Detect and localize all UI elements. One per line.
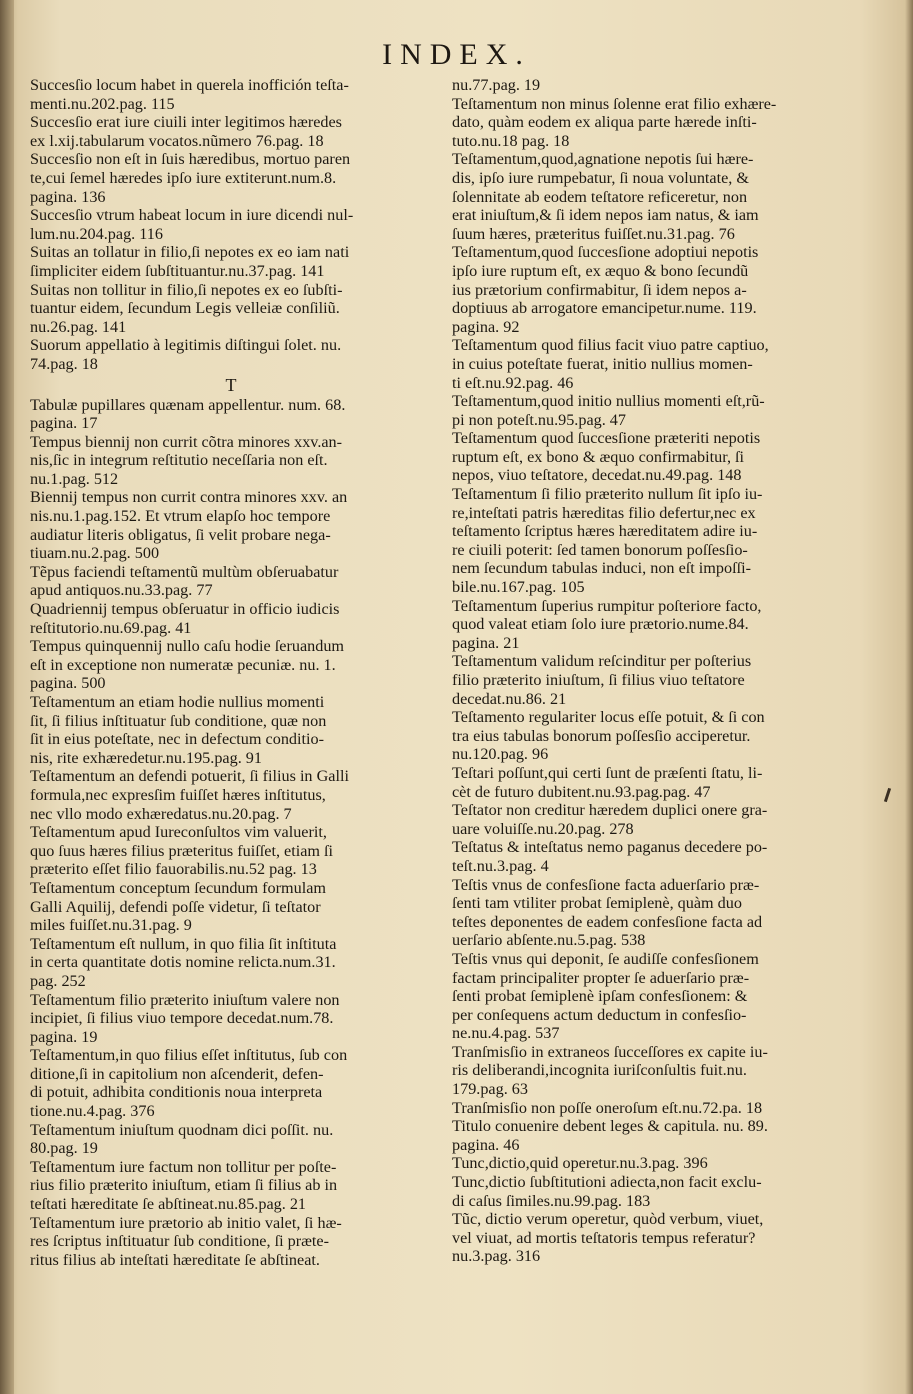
index-entry bbox=[30, 563, 432, 600]
index-entry-line: 74.pag. 18 bbox=[30, 354, 98, 373]
index-entry-line: ius prætorium confirmabitur, ſi idem nepos a- bbox=[452, 280, 747, 299]
index-entry-line: filio præterito iniuſtum, ſi filius viuo teſtatore bbox=[452, 671, 745, 689]
index-entry bbox=[30, 150, 432, 206]
index-entry-line: Suorum appellatio à legitimis diſtingui ſolet. nu. bbox=[30, 336, 342, 355]
index-entry bbox=[452, 150, 872, 243]
index-entry bbox=[30, 243, 432, 280]
index-entry-line: Teſtamentum apud Iureconſultos vim valuerit, bbox=[30, 823, 327, 842]
index-entry bbox=[30, 823, 432, 879]
index-entry-line: Teſtamentum conceptum ſecundum formulam bbox=[30, 878, 326, 897]
index-entry-line: Teſtamentum ſuperius rumpitur poſteriore facto, bbox=[452, 596, 762, 615]
index-entry-line: Tẽpus faciendi teſtamentũ multùm obſeruabatur bbox=[30, 562, 339, 581]
index-entry-line: te,cui ſemel hæredes ipſo iure extiterunt.num.8. bbox=[30, 168, 337, 187]
index-entry bbox=[30, 113, 432, 150]
index-entry bbox=[452, 485, 872, 597]
index-entry bbox=[452, 392, 872, 429]
index-entry-line: ti eſt.nu.92.pag. 46 bbox=[452, 373, 574, 392]
index-entry bbox=[30, 991, 432, 1047]
section-letter: T bbox=[225, 374, 237, 395]
index-entry bbox=[452, 95, 872, 151]
index-entry-line: Tunc,dictio,quid operetur.nu.3.pag. 396 bbox=[452, 1154, 708, 1173]
index-entry-line: in certa quantitate dotis nomine relicta.num.31. bbox=[30, 953, 336, 972]
index-entry-line: Tempus quinquennij nullo caſu hodie ſeruandum bbox=[30, 637, 345, 656]
index-entry-line: ſit, ſi filius inſtituatur ſub conditione, quæ non bbox=[30, 711, 327, 730]
index-entry-line: pagina. 17 bbox=[30, 414, 98, 433]
index-entry bbox=[452, 764, 872, 801]
index-entry bbox=[30, 336, 432, 373]
index-entry bbox=[30, 1214, 432, 1270]
index-entry bbox=[452, 1173, 872, 1210]
index-entry-line: ritus filius ab inteſtati hæreditate ſe abſtineat. bbox=[30, 1250, 320, 1269]
index-entry-line: nu.26.pag. 141 bbox=[30, 317, 127, 336]
index-entry bbox=[452, 950, 872, 1043]
index-entry bbox=[30, 1046, 432, 1120]
index-entry bbox=[452, 708, 872, 764]
index-entry-line: Teſtamentum ſi filio præterito nullum ſit ipſo iu- bbox=[452, 485, 763, 504]
index-entry-line: per conſequens actum deductum in confesſio- bbox=[452, 1005, 747, 1024]
index-entry-line: ſit in eius poteſtate, nec in defectum conditio- bbox=[30, 730, 324, 749]
index-entry-line: nec vllo modo exhæredatus.nu.20.pag. 7 bbox=[30, 804, 292, 823]
index-entry-line: uerſario abſente.nu.5.pag. 538 bbox=[452, 931, 646, 950]
index-entry-line: 179.pag. 63 bbox=[452, 1080, 528, 1099]
index-entry-line: Teſtamentum,quod initio nullius momenti eſt,rũ- bbox=[452, 392, 765, 411]
index-entry-line: Teſtamentum non minus ſolenne erat filio exhære- bbox=[452, 94, 777, 113]
index-entry-line: nis,ſic in integrum reſtitutio neceſſaria non eſt. bbox=[30, 451, 328, 470]
index-entry bbox=[452, 597, 872, 653]
index-entry-line: rius filio præterito iniuſtum, etiam ſi filius ab in bbox=[30, 1176, 338, 1195]
index-entry-line: ſimpliciter eidem ſubſtituantur.nu.37.pag. 141 bbox=[30, 261, 325, 280]
index-entry-line: Suitas an tollatur in filio,ſi nepotes ex eo iam nati bbox=[30, 243, 350, 262]
index-entry-line: Teſtis vnus qui deponit, ſe audiſſe confesſionem bbox=[452, 949, 759, 968]
index-entry-line: ſenti tam vtiliter probat ſemiplenè, quàm duo bbox=[452, 894, 742, 913]
index-entry bbox=[30, 76, 432, 113]
index-entry-line: ditione,ſi in capitolium non aſcenderit, defen- bbox=[30, 1064, 324, 1083]
index-entry-line: Teſtamentum an etiam hodie nullius momenti bbox=[30, 693, 325, 711]
index-entry-line: ruptum eſt, ex bono & æquo confirmabitur, ſi bbox=[452, 447, 745, 466]
index-entry bbox=[452, 1210, 872, 1266]
index-entry bbox=[30, 935, 432, 991]
index-entry bbox=[452, 76, 872, 95]
index-entry-line: Teſtamentum eſt nullum, in quo filia ſit inſtituta bbox=[30, 934, 337, 953]
index-entry-line: Tranſmisſio non poſſe oneroſum eſt.nu.72.pa. 18 bbox=[452, 1098, 763, 1117]
index-entry bbox=[452, 336, 872, 392]
index-entry-line: teſtes deponentes de eadem confesſione facta ad bbox=[452, 912, 763, 931]
index-entry-line: formula,nec expresſim fuiſſet hæres inſtitutus, bbox=[30, 785, 326, 804]
index-entry-line: pagina. 21 bbox=[452, 633, 520, 652]
index-entry-line: Succesſio non eſt in ſuis hæredibus, mortuo paren bbox=[30, 150, 351, 169]
index-entry-line: Teſtamento regulariter locus eſſe potuit, & ſi con bbox=[452, 708, 765, 727]
index-entry-line: lum.nu.204.pag. 116 bbox=[30, 224, 163, 243]
index-entry-line: tione.nu.4.pag. 376 bbox=[30, 1102, 155, 1121]
index-entry-line: nis, rite exhæredetur.nu.195.pag. 91 bbox=[30, 748, 262, 767]
index-entry-line: di caſus ſimiles.nu.99.pag. 183 bbox=[452, 1191, 651, 1210]
index-entry-line: Tunc,dictio ſubſtitutioni adiecta,non facit exclu- bbox=[452, 1173, 762, 1192]
index-entry-line: Suitas non tollitur in filio,ſi nepotes ex eo ſubſti- bbox=[30, 280, 343, 299]
index-entry-line: dato, quàm eodem ex aliqua parte hærede inſti- bbox=[452, 113, 757, 132]
index-entry bbox=[30, 396, 432, 433]
index-entry-line: 80.pag. 19 bbox=[30, 1139, 98, 1158]
index-entry bbox=[30, 637, 432, 693]
index-entry-line: ſolennitate ab eodem teſtatore reficeretur, non bbox=[452, 187, 748, 206]
index-entry-line: ne.nu.4.pag. 537 bbox=[452, 1024, 560, 1043]
index-entry-line: eſt in exceptione non numeratæ pecuniæ. nu. 1. bbox=[30, 655, 336, 674]
index-entry bbox=[452, 429, 872, 485]
index-entry bbox=[452, 1154, 872, 1173]
index-entry-line: uare voluiſſe.nu.20.pag. 278 bbox=[452, 819, 634, 838]
index-entry bbox=[452, 1043, 872, 1099]
index-entry-line: Teſtamentum an defendi potuerit, ſi filius in Galli bbox=[30, 767, 349, 786]
index-entry-line: Tabulæ pupillares quænam appellentur. num. 68. bbox=[30, 395, 346, 414]
ink-mark bbox=[884, 788, 891, 802]
index-entry-line: erat iniuſtum,& ſi idem nepos iam natus, & iam bbox=[452, 206, 759, 225]
index-entry-line: teſtamento ſcriptus hæres hæreditatem adire iu- bbox=[452, 522, 758, 541]
index-entry-line: nu.77.pag. 19 bbox=[452, 76, 541, 94]
index-entry-line: Succesſio erat iure ciuili inter legitimos hæredes bbox=[30, 113, 342, 132]
index-entry-line: re,inteſtati patris hæreditas filio defertur,nec ex bbox=[452, 503, 756, 522]
page-gutter bbox=[0, 0, 14, 1394]
index-entry-line: tiuam.nu.2.pag. 500 bbox=[30, 544, 160, 563]
index-entry-line: nu.120.pag. 96 bbox=[452, 745, 549, 764]
index-entry-line: Tũc, dictio verum operetur, quòd verbum, viuet, bbox=[452, 1210, 764, 1229]
index-column-right bbox=[452, 76, 872, 1266]
index-entry-line: Succesſio vtrum habeat locum in iure dicendi nul- bbox=[30, 206, 354, 225]
index-entry-line: pagina. 136 bbox=[30, 187, 106, 206]
index-entry-line: præterito eſſet filio fauorabilis.nu.52 pag. 13 bbox=[30, 860, 317, 879]
index-entry-line: tuantur eidem, ſecundum Legis velleiæ conſiliũ. bbox=[30, 299, 340, 318]
index-entry bbox=[452, 1117, 872, 1154]
index-entry bbox=[30, 488, 432, 562]
index-entry-line: menti.nu.202.pag. 115 bbox=[30, 94, 175, 113]
page-title: INDEX. bbox=[382, 38, 531, 71]
index-entry-line: tuto.nu.18 pag. 18 bbox=[452, 131, 570, 150]
index-entry bbox=[452, 838, 872, 875]
index-entry-line: Succesſio locum habet in querela inoffición teſta- bbox=[30, 76, 349, 94]
index-entry-line: Quadriennij tempus obſeruatur in officio iudicis bbox=[30, 600, 340, 619]
index-entry-line: Tempus biennij non currit cõtra minores xxv.an- bbox=[30, 432, 343, 451]
index-entry-line: ſenti probat ſemiplenè ipſam confesſionem: & bbox=[452, 987, 748, 1006]
index-entry-line: nu.1.pag. 512 bbox=[30, 469, 119, 488]
index-entry-line: reſtitutorio.nu.69.pag. 41 bbox=[30, 618, 192, 637]
index-entry-line: Teſtamentum quod filius facit viuo patre captiuo, bbox=[452, 336, 769, 355]
index-entry-line: pagina. 92 bbox=[452, 317, 520, 336]
index-entry-line: res ſcriptus inſtituatur ſub conditione, ſi præte- bbox=[30, 1232, 329, 1251]
index-entry-line: factam principaliter propter ſe aduerſario præ- bbox=[452, 968, 750, 987]
index-entry-line: Teſtamentum quod ſuccesſione præteriti nepotis bbox=[452, 429, 761, 448]
index-entry bbox=[30, 433, 432, 489]
index-entry-line: ex l.xij.tabularum vocatos.nũmero 76.pag. 18 bbox=[30, 131, 324, 150]
index-entry bbox=[30, 206, 432, 243]
index-column-left bbox=[30, 76, 432, 1269]
index-entry bbox=[452, 801, 872, 838]
index-entry-line: Teſtamentum filio præterito iniuſtum valere non bbox=[30, 990, 340, 1009]
index-entry-line: tra eius tabulas bonorum poſſesſio acciperetur. bbox=[452, 726, 751, 745]
index-entry-line: Teſtamentum,quod ſuccesſione adoptiui nepotis bbox=[452, 243, 759, 262]
index-entry-line: in cuius poteſtate fuerat, initio nullius momen- bbox=[452, 354, 753, 373]
index-entry bbox=[30, 281, 432, 337]
index-entry-line: quod valeat etiam ſolo iure prætorio.nume.84. bbox=[452, 615, 749, 634]
index-entry-line: Teſtari poſſunt,qui certi ſunt de præſenti ſtatu, li- bbox=[452, 763, 763, 782]
index-entry-line: doptiuus ab arrogatore emancipetur.nume. 119. bbox=[452, 299, 757, 318]
index-entry bbox=[30, 767, 432, 823]
index-entry-line: Teſtator non creditur hæredem duplici onere gra- bbox=[452, 801, 768, 820]
index-entry-line: apud antiquos.nu.33.pag. 77 bbox=[30, 581, 213, 600]
index-entry bbox=[30, 600, 432, 637]
index-entry-line: miles fuiſſet.nu.31.pag. 9 bbox=[30, 916, 192, 935]
index-entry-line: audiatur literis obligatus, ſi velit probare nega- bbox=[30, 525, 331, 544]
index-entry bbox=[452, 243, 872, 336]
index-entry bbox=[452, 876, 872, 950]
index-entry bbox=[30, 1158, 432, 1214]
index-entry-line: nis.nu.1.pag.152. Et vtrum elapſo hoc tempore bbox=[30, 507, 331, 526]
index-entry-line: Titulo conuenire debent leges & capitula. nu. 89. bbox=[452, 1117, 768, 1136]
index-entry-line: pag. 252 bbox=[30, 971, 86, 990]
index-entry-line: quo ſuus hæres filius præteritus fuiſſet, etiam ſi bbox=[30, 841, 334, 860]
index-entry-line: teſt.nu.3.pag. 4 bbox=[452, 856, 549, 875]
index-entry-line: dis, ipſo iure rumpebatur, ſi noua voluntate, & bbox=[452, 168, 749, 187]
index-entry-line: cèt de futuro dubitent.nu.93.pag.pag. 47 bbox=[452, 782, 711, 801]
index-entry-line: Teſtamentum iniuſtum quodnam dici poſſit. nu. bbox=[30, 1120, 334, 1139]
index-entry-line: Teſtamentum iure prætorio ab initio valet, ſi hæ- bbox=[30, 1213, 342, 1232]
index-entry bbox=[30, 879, 432, 935]
index-entry-line: re ciuili poterit: ſed tamen bonorum poſſesſio- bbox=[452, 540, 748, 559]
index-entry-line: bile.nu.167.pag. 105 bbox=[452, 578, 585, 597]
index-entry bbox=[452, 652, 872, 708]
index-entry-line: incipiet, ſi filius viuo tempore decedat.num.78. bbox=[30, 1009, 334, 1028]
index-entry-line: pagina. 46 bbox=[452, 1135, 520, 1154]
index-entry-line: pi non poteſt.nu.95.pag. 47 bbox=[452, 410, 626, 429]
index-entry-line: Teſtis vnus de confesſione facta aduerſario præ- bbox=[452, 875, 760, 894]
index-entry-line: Teſtamentum,quod,agnatione nepotis ſui hære- bbox=[452, 150, 754, 169]
index-entry-line: Teſtatus & inteſtatus nemo paganus decedere po- bbox=[452, 838, 768, 857]
index-entry-line: Teſtamentum,in quo filius eſſet inſtitutus, ſub con bbox=[30, 1046, 348, 1065]
index-entry-line: decedat.nu.86. 21 bbox=[452, 689, 567, 708]
index-entry-line: nu.3.pag. 316 bbox=[452, 1247, 541, 1266]
index-entry-line: ipſo iure ruptum eſt, ex æquo & bono ſecundũ bbox=[452, 261, 749, 280]
index-entry-line: Teſtamentum validum reſcinditur per poſterius bbox=[452, 652, 752, 671]
index-entry bbox=[452, 1099, 872, 1118]
index-entry-line: nepos, viuo teſtatore, decedat.nu.49.pag. 148 bbox=[452, 466, 742, 485]
index-entry-line: Teſtamentum iure factum non tollitur per poſte- bbox=[30, 1157, 337, 1176]
index-entry bbox=[30, 693, 432, 767]
index-entry-line: di potuit, adhibita conditionis noua interpreta bbox=[30, 1083, 323, 1102]
index-entry-line: vel viuat, ad mortis teſtatoris tempus referatur? bbox=[452, 1228, 756, 1247]
index-entry-line: teſtati hæreditate ſe abſtineat.nu.85.pag. 21 bbox=[30, 1195, 307, 1214]
index-entry-line: nem ſecundum tabulas induci, non eſt impoſſi- bbox=[452, 559, 751, 578]
index-entry-line: Galli Aquilij, defendi poſſe videtur, ſi teſtator bbox=[30, 897, 321, 916]
index-entry bbox=[30, 1121, 432, 1158]
index-entry-line: ſuum hæres, præteritus fuiſſet.nu.31.pag. 76 bbox=[452, 224, 735, 243]
index-entry-line: pagina. 19 bbox=[30, 1027, 98, 1046]
index-entry-line: Tranſmisſio in extraneos ſucceſſores ex capite iu- bbox=[452, 1042, 768, 1061]
index-entry-line: ris deliberandi,incognita iuriſconſultis fuit.nu. bbox=[452, 1061, 747, 1080]
index-entry-line: Biennij tempus non currit contra minores xxv. an bbox=[30, 488, 348, 507]
index-entry-line: pagina. 500 bbox=[30, 674, 106, 693]
